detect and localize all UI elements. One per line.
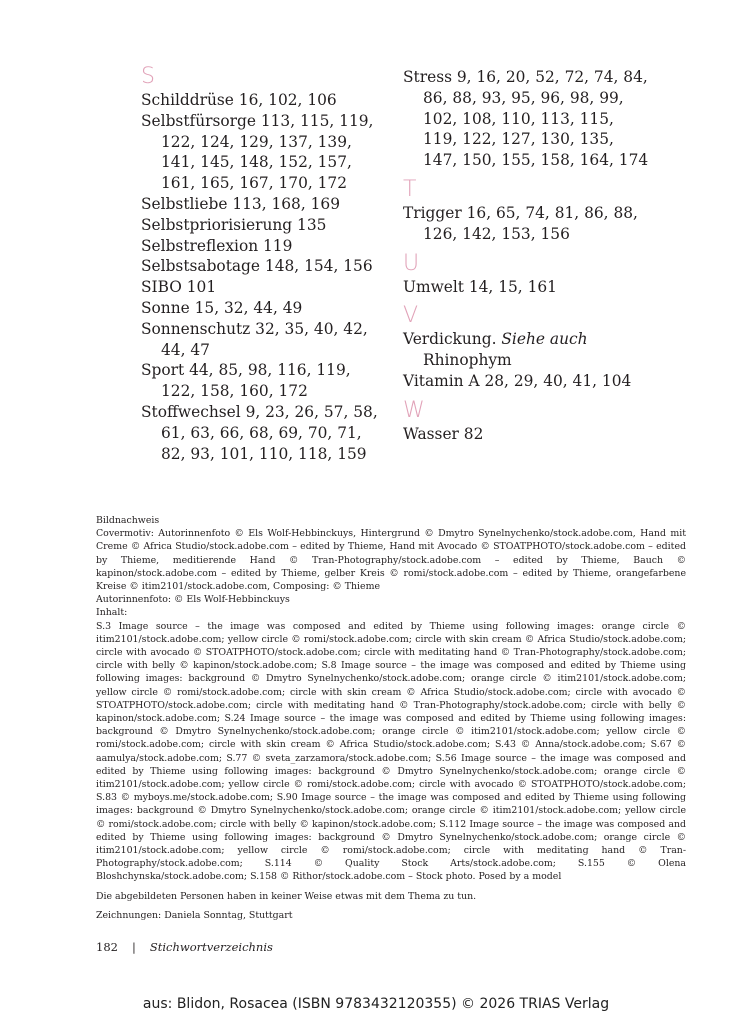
index-entry: Selbstsabotage 148, 154, 156: [141, 257, 373, 276]
index-column-left: [141, 64, 381, 464]
section-letter-v: V: [403, 303, 419, 329]
section-letter-s: S: [141, 64, 155, 89]
index-column-right: [403, 64, 653, 445]
page-number: 182: [96, 940, 118, 954]
index-entry: Selbstpriorisierung 135: [141, 215, 327, 234]
footer-section-title: Stichwortverzeichnis: [149, 940, 273, 954]
credits-covermotiv: Covermotiv: Autorinnenfoto © Els Wolf-Hebbinckuys, Hintergrund © Dmytro Synelnychenko/stock.adobe.com, Hand mit Creme © Africa Studio/stock.adobe.com – edited by Thieme, Hand mit Avocado © STOATPHOTO/stock.adobe.com – edited by Thieme, meditierende Hand © Tran-Photography/stock.adobe.com – edited by Thieme, Bauch © kapinon/stock.adobe.com – edited by Thieme, gelber Kreis © romi/stock.adobe.com – edited by Thieme, orangefarbene Kreise © itim2101/stock.adobe.com, Composing: © Thieme: [96, 528, 686, 593]
credits-zeichnungen: Zeichnungen: Daniela Sonntag, Stuttgart: [96, 909, 293, 921]
section-letter-u: U: [403, 250, 420, 276]
section-letter-t: T: [403, 176, 417, 202]
index-entry: SIBO 101: [141, 278, 217, 297]
index-entry: Selbstfürsorge 113, 115, 119, 122, 124, 129, 137, 139, 141, 145, 148, 152, 157, 161, 165, 167, 170, 172: [141, 111, 374, 193]
index-entry: Selbstreflexion 119: [141, 236, 293, 255]
credits-personen-note: Die abgebildeten Personen haben in keiner Weise etwas mit dem Thema zu tun.: [96, 890, 477, 902]
source-note: aus: Blidon, Rosacea (ISBN 9783432120355) © 2026 TRIAS Verlag: [142, 996, 610, 1012]
see-reference: Siehe: [501, 330, 545, 349]
index-term: Verdickung.: [403, 330, 497, 349]
footer-separator: |: [131, 940, 136, 954]
index-entry: Sport 44, 85, 98, 116, 119, 122, 158, 160, 172: [141, 361, 351, 401]
index-entry: Selbstliebe 113, 168, 169: [141, 194, 341, 213]
credits-heading: Bildnachweis: [96, 515, 160, 526]
index-entry-umwelt: Umwelt 14, 15, 161: [403, 277, 557, 296]
cross-reference-target: Rhinophym: [423, 351, 512, 370]
index-entry-wasser: Wasser 82: [403, 424, 484, 443]
index-entry: Schilddrüse 16, 102, 106: [141, 91, 337, 109]
image-credits: [96, 514, 686, 922]
index-entry-vitamin-a: Vitamin A 28, 29, 40, 41, 104: [403, 371, 632, 390]
index-entry-stress: Stress 9, 16, 20, 52, 72, 74, 84, 86, 88, 93, 95, 96, 98, 99, 102, 108, 110, 113, 115, 119, 122, 127, 130, 135, 147, 150, 155, 158, 164, 174: [403, 68, 649, 170]
see-also-reference: auch: [549, 330, 588, 349]
credits-inhalt: S.3 Image source – the image was composed and edited by Thieme using following images: orange circle © itim2101/stock.adobe.com; yellow circle © romi/stock.adobe.com; circle with skin cream © Africa Studio/stock.adobe.com; circle with avocado © STOATPHOTO/stock.adobe.com; circle with meditating hand © Tran-Photography/stock.adobe.com; circle with belly © kapinon/stock.adobe.com; S.8 Image source – the image was composed and edited by Thieme using following images: background © Dmytro Synelnychenko/stock.adobe.com; orange circle © itim2101/stock.adobe.com; yellow circle © romi/stock.adobe.com; circle with skin cream © Africa Studio/stock.adobe.com; circle with avocado © STOATPHOTO/stock.adobe.com; circle with meditating hand © Tran-Photography/stock.adobe.com; circle with belly © kapinon/stock.adobe.com; S.24 Image source – the image was composed and edited by Thieme using following images: background © Dmytro Synelnychenko/stock.adobe.com; orange circle © itim2101/stock.adobe.com; yellow circle © romi/stock.adobe.com; circle with skin cream © Africa Studio/stock.adobe.com; S.43 © Anna/stock.adobe.com; S.67 © aamulya/stock.adobe.com; S.77 © sveta_zarzamora/stock.adobe.com; S.56 Image source – the image was composed and edited by Thieme using following images: background © Dmytro Synelnychenko/stock.adobe.com; orange circle © itim2101/stock.adobe.com; yellow circle © romi/stock.adobe.com; circle with avocado © STOATPHOTO/stock.adobe.com; S.83 © myboys.me/stock.adobe.com; S.90 Image source – the image was composed and edited by Thieme using following images: background © Dmytro Synelnychenko/stock.adobe.com; orange circle © itim2101/stock.adobe.com; yellow circle © romi/stock.adobe.com; circle with belly © kapinon/stock.adobe.com; S.112 Image source – the image was composed and edited by Thieme using following images: background © Dmytro Synelnychenko/stock.adobe.com; orange circle © itim2101/stock.adobe.com; yellow circle © romi/stock.adobe.com; circle with meditating hand © Tran-Photography/stock.adobe.com; S.114 © Quality Stock Arts/stock.adobe.com; S.155 © Olena Bloshchynska/stock.adobe.com; S.158 © Rithor/stock.adobe.com – Stock photo. Posed by a model: [96, 620, 686, 883]
index-entry: Sonnenschutz 32, 35, 40, 42, 44, 47: [141, 319, 368, 359]
credits-autorinnenfoto: Autorinnenfoto: © Els Wolf-Hebbinckuys: [96, 594, 290, 606]
index-entry: Sonne 15, 32, 44, 49: [141, 298, 303, 317]
section-letter-w: W: [403, 397, 425, 423]
index-entry-verdickung: [403, 329, 653, 371]
page-footer: [96, 940, 273, 954]
credits-inhalt-label: Inhalt:: [96, 607, 128, 619]
index-entry: Stoffwechsel 9, 23, 26, 57, 58, 61, 63, 66, 68, 69, 70, 71, 82, 93, 101, 110, 118, 159: [141, 402, 378, 463]
index-entry-trigger: Trigger 16, 65, 74, 81, 86, 88, 126, 142, 153, 156: [403, 203, 638, 243]
